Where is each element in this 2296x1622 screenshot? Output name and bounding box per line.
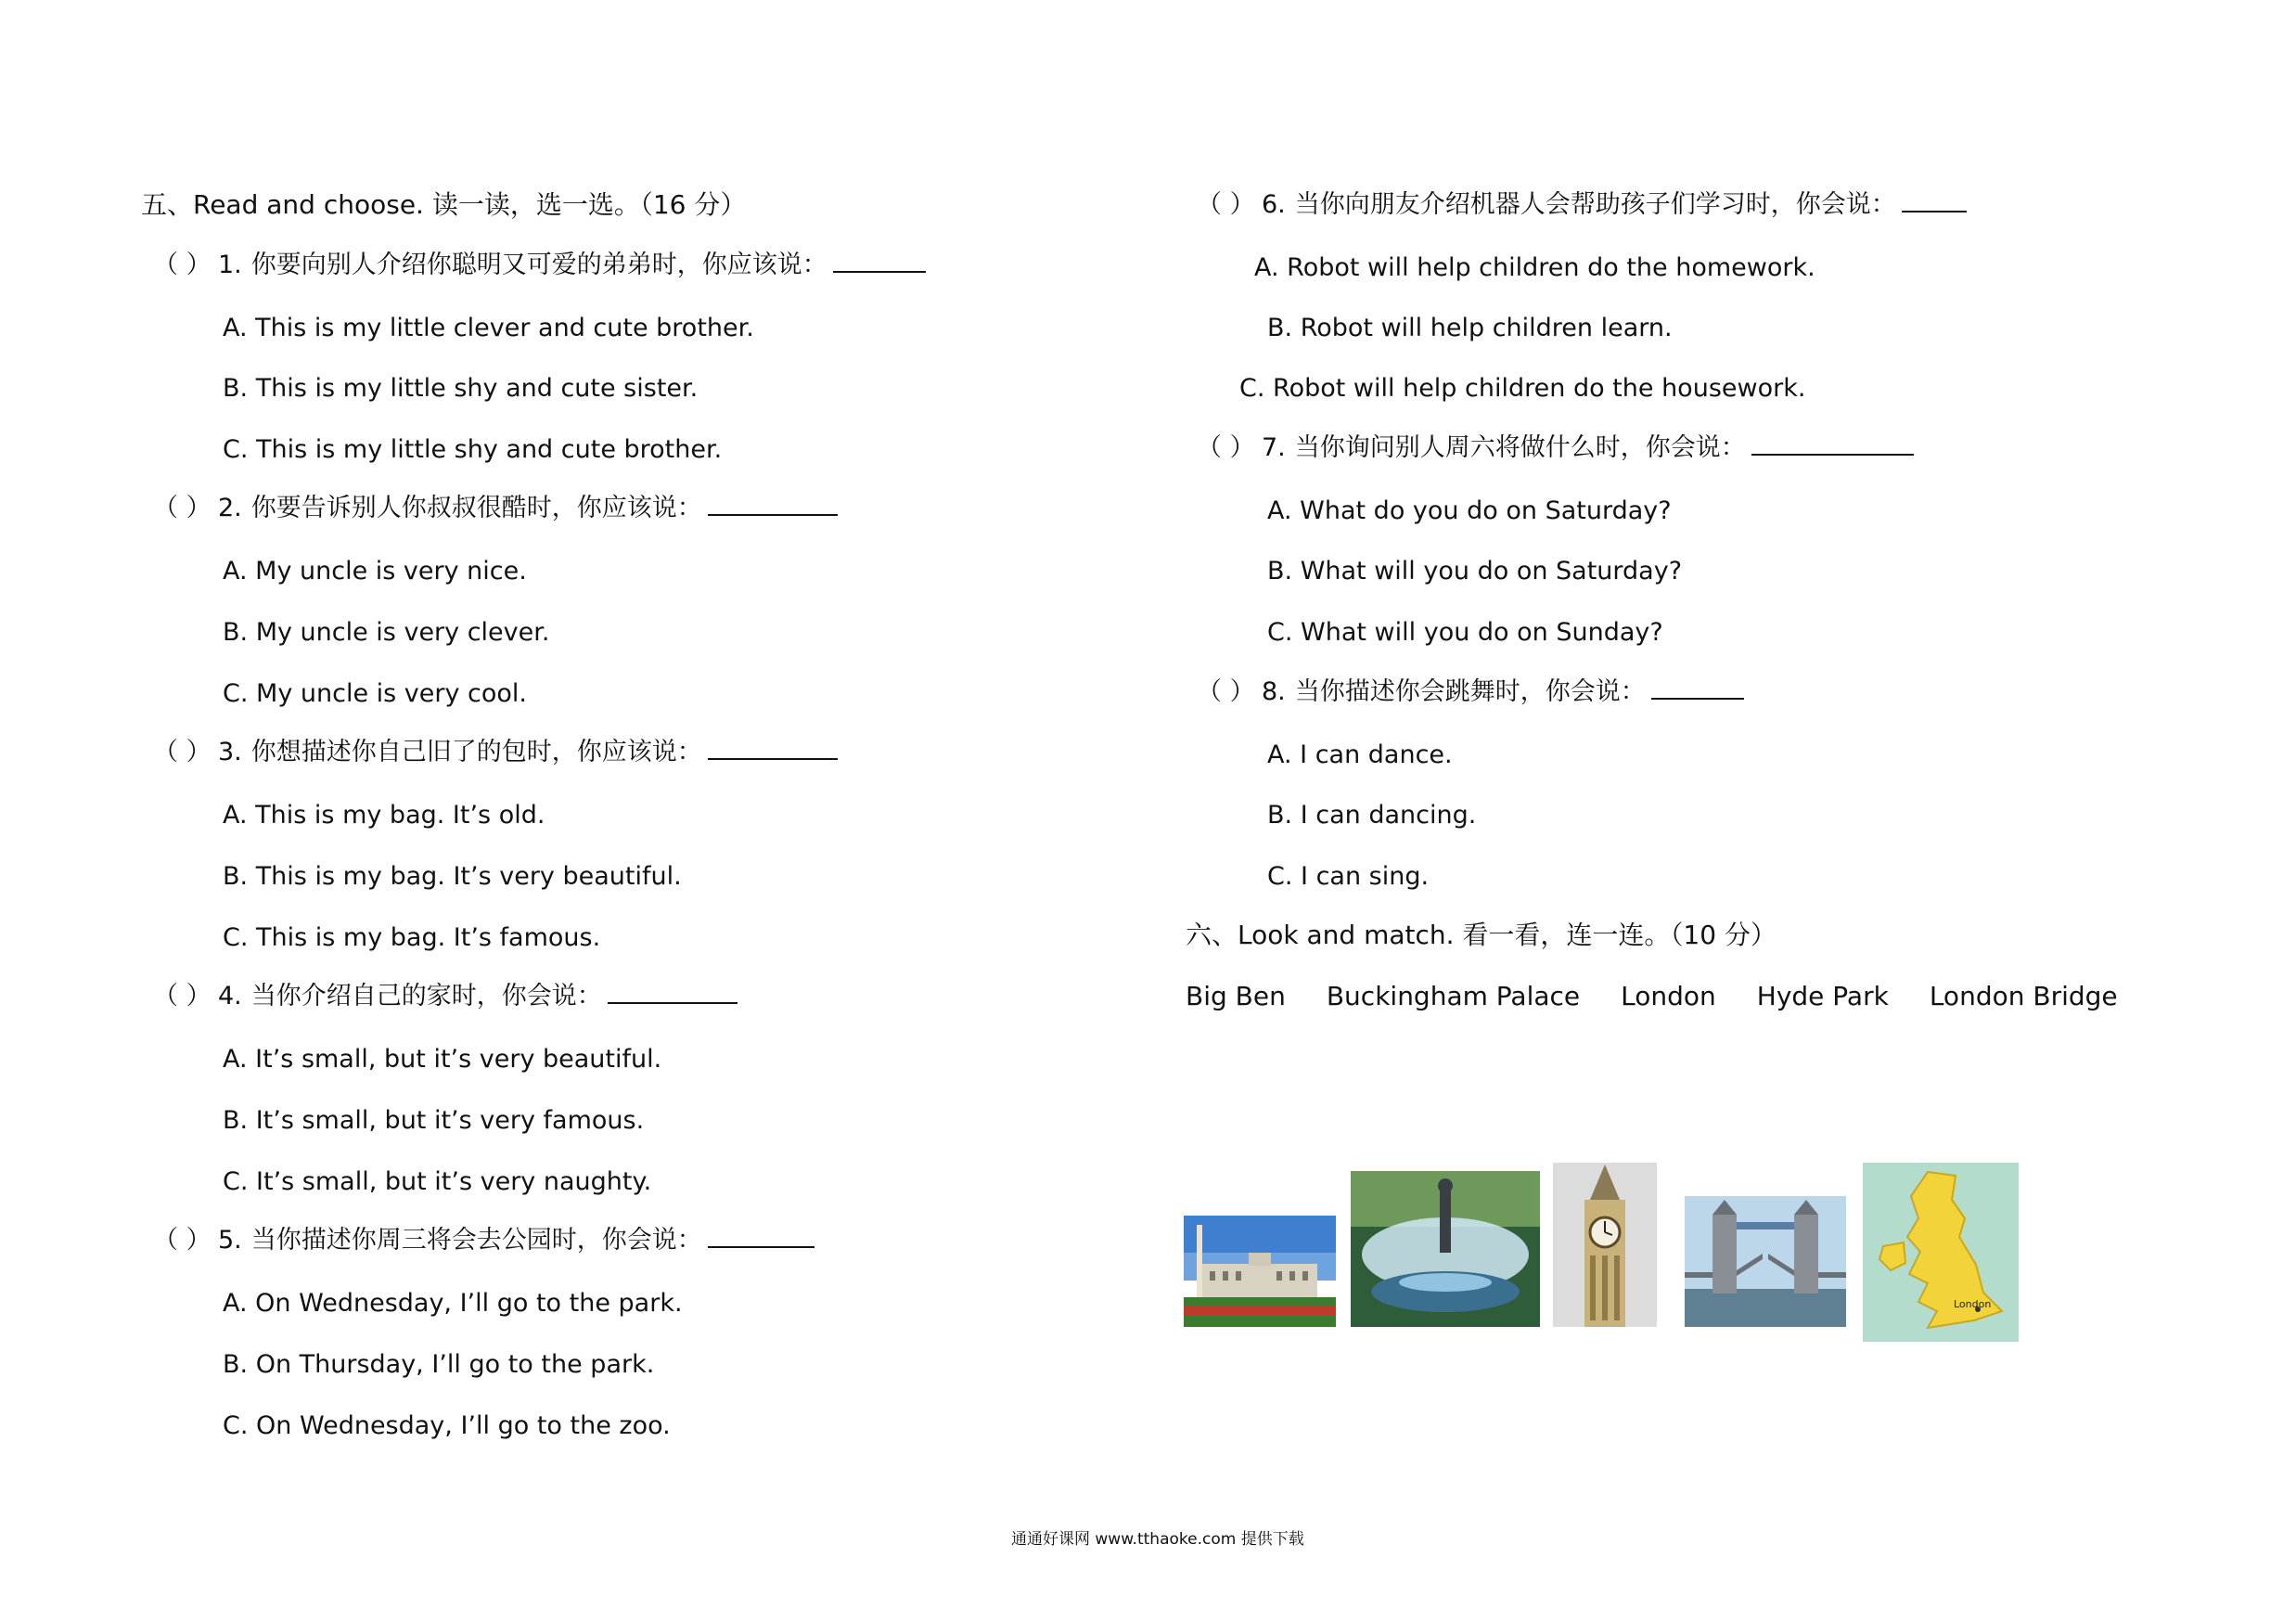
answer-blank[interactable]: [608, 980, 738, 1004]
question-6: [1197, 188, 1967, 222]
answer-paren[interactable]: （ ）: [153, 738, 212, 766]
option-7b: B. What will you do on Saturday?: [1267, 557, 1683, 586]
option-3a: A. This is my bag. It’s old.: [223, 801, 545, 830]
answer-blank[interactable]: [708, 492, 838, 516]
option-4a: A. It’s small, but it’s very beautiful.: [223, 1045, 662, 1074]
question-number: 6.: [1262, 190, 1286, 219]
question-prompt: 你要告诉别人你叔叔很酷时，你应该说：: [250, 494, 702, 522]
answer-blank[interactable]: [1651, 676, 1744, 700]
question-2: [153, 492, 838, 525]
question-number: 7.: [1262, 433, 1286, 462]
option-8c: C. I can sing.: [1267, 862, 1430, 891]
question-prompt: 当你介绍自己的家时，你会说：: [250, 982, 602, 1011]
question-prompt: 当你描述你周三将会去公园时，你会说：: [250, 1226, 702, 1255]
option-1c: C. This is my little shy and cute brother.: [223, 435, 723, 464]
tower-bridge-photo[interactable]: [1685, 1196, 1846, 1327]
question-7: [1197, 431, 1914, 465]
place-london[interactable]: London: [1621, 981, 1716, 1011]
answer-blank[interactable]: [1751, 431, 1914, 456]
place-london-bridge[interactable]: London Bridge: [1929, 981, 2118, 1011]
question-number: 5.: [218, 1226, 242, 1255]
option-3b: B. This is my bag. It’s very beautiful.: [223, 862, 682, 891]
question-1: [153, 249, 926, 282]
option-7a: A. What do you do on Saturday?: [1267, 496, 1672, 525]
option-6c: C. Robot will help children do the housework.: [1239, 374, 1806, 403]
question-prompt: 当你描述你会跳舞时，你会说：: [1294, 677, 1646, 706]
buckingham-palace-photo[interactable]: [1184, 1216, 1336, 1327]
option-2c: C. My uncle is very cool.: [223, 679, 528, 708]
hyde-park-fountain-photo[interactable]: [1351, 1171, 1540, 1327]
option-4b: B. It’s small, but it’s very famous.: [223, 1106, 645, 1135]
place-big-ben[interactable]: Big Ben: [1186, 981, 1286, 1011]
question-4: [153, 980, 738, 1013]
question-3: [153, 736, 838, 769]
option-5b: B. On Thursday, I’ll go to the park.: [223, 1350, 655, 1379]
option-1b: B. This is my little shy and cute sister.: [223, 374, 699, 403]
option-5a: A. On Wednesday, I’ll go to the park.: [223, 1289, 683, 1318]
answer-blank[interactable]: [708, 1224, 815, 1248]
uk-map[interactable]: [1863, 1163, 2019, 1342]
option-1a: A. This is my little clever and cute brother.: [223, 314, 754, 342]
question-number: 8.: [1262, 677, 1286, 706]
option-8b: B. I can dancing.: [1267, 801, 1477, 830]
section6-title: 六、Look and match. 看一看，连一连。（10 分）: [1186, 920, 1777, 950]
question-8: [1197, 676, 1744, 709]
big-ben-photo[interactable]: [1553, 1163, 1657, 1327]
answer-blank[interactable]: [708, 736, 838, 760]
option-2b: B. My uncle is very clever.: [223, 618, 550, 647]
answer-blank[interactable]: [833, 249, 926, 273]
place-buckingham-palace[interactable]: Buckingham Palace: [1326, 981, 1581, 1011]
answer-paren[interactable]: （ ）: [1197, 677, 1255, 706]
question-prompt: 你想描述你自己旧了的包时，你应该说：: [250, 738, 702, 766]
option-2a: A. My uncle is very nice.: [223, 557, 527, 586]
answer-paren[interactable]: （ ）: [153, 251, 212, 279]
question-number: 3.: [218, 738, 242, 766]
question-prompt: 你要向别人介绍你聪明又可爱的弟弟时，你应该说：: [250, 251, 827, 279]
question-5: [153, 1224, 815, 1257]
place-hyde-park[interactable]: Hyde Park: [1756, 981, 1889, 1011]
option-8a: A. I can dance.: [1267, 740, 1453, 769]
answer-paren[interactable]: （ ）: [153, 1226, 212, 1255]
answer-paren[interactable]: （ ）: [153, 494, 212, 522]
question-number: 4.: [218, 982, 242, 1011]
section5-title: 五、Read and choose. 读一读，选一选。（16 分）: [141, 189, 747, 220]
option-6b: B. Robot will help children learn.: [1267, 314, 1673, 342]
option-7c: C. What will you do on Sunday?: [1267, 618, 1663, 647]
option-3c: C. This is my bag. It’s famous.: [223, 923, 601, 952]
footer-text: 通通好课网 www.tthaoke.com 提供下载: [1011, 1530, 1304, 1549]
answer-blank[interactable]: [1902, 188, 1967, 212]
option-6a: A. Robot will help children do the homework.: [1254, 253, 1815, 282]
answer-paren[interactable]: （ ）: [1197, 433, 1255, 462]
place-names: [1186, 980, 2118, 1014]
option-4c: C. It’s small, but it’s very naughty.: [223, 1167, 652, 1196]
question-prompt: 当你向朋友介绍机器人会帮助孩子们学习时，你会说：: [1294, 190, 1896, 219]
question-number: 2.: [218, 494, 242, 522]
question-prompt: 当你询问别人周六将做什么时，你会说：: [1294, 433, 1746, 462]
option-5c: C. On Wednesday, I’ll go to the zoo.: [223, 1411, 671, 1440]
answer-paren[interactable]: （ ）: [1197, 190, 1255, 219]
question-number: 1.: [218, 251, 242, 279]
map-london-label: London: [1954, 1298, 1992, 1310]
answer-paren[interactable]: （ ）: [153, 982, 212, 1011]
